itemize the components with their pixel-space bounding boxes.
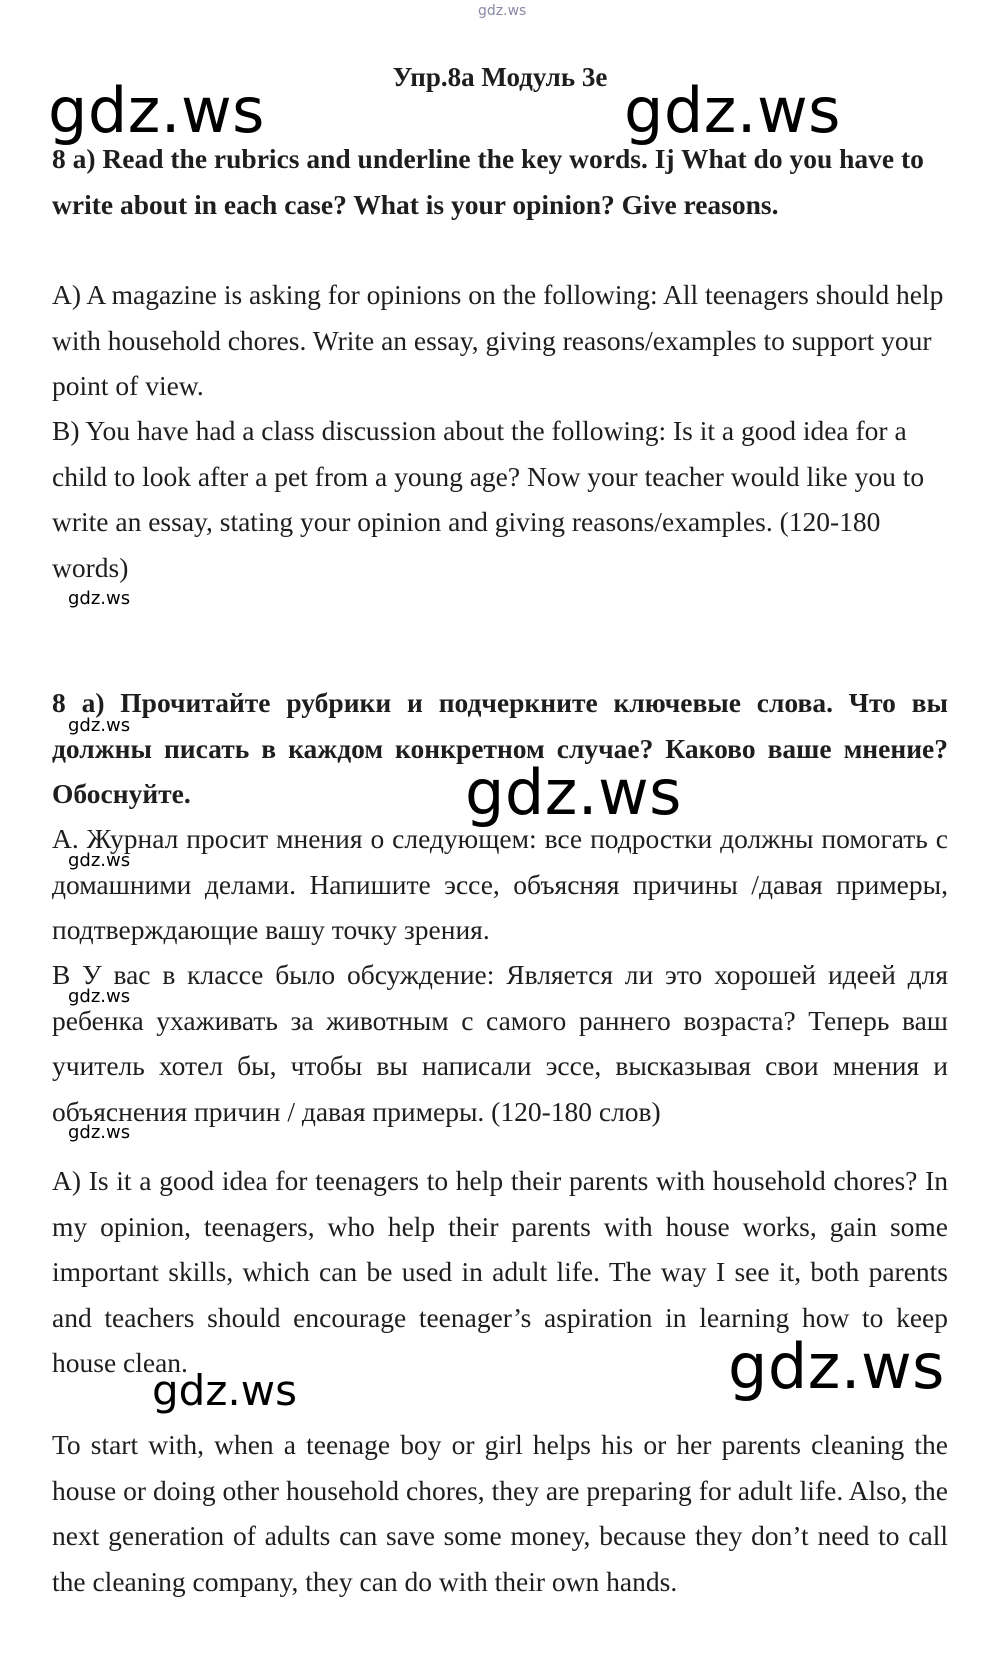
task-ru-instruction: 8 а) Прочитайте рубрики и подчеркните ключевые слова. Что вы должны писать в каждом конкретном случае? Каково ваше мнение? Обоснуйте. (52, 687, 948, 809)
watermark-small: gdz.ws (68, 588, 131, 609)
watermark-top: gdz.ws (478, 3, 527, 19)
watermark-small: gdz.ws (68, 1122, 131, 1143)
watermark-medium: gdz.ws (152, 1366, 297, 1415)
watermark-big: gdz.ws (48, 74, 265, 147)
watermark-small: gdz.ws (68, 986, 131, 1007)
answer-paragraph-1: A) Is it a good idea for teenagers to help their parents with household chores? In my opinion, teenagers, who help their parents with house works, gain some important skills, which can be used in adult life. The way I see it, both parents and teachers should encourage teenager’s aspiration in learning how to keep house clean. (52, 1165, 948, 1378)
task-en-rubric-a: A) A magazine is asking for opinions on the following: All teenagers should help with household chores. Write an essay, giving reasons/examples to support your point of view. (52, 279, 944, 401)
watermark-small: gdz.ws (68, 715, 131, 736)
page-heading: Упр.8а Модуль 3е (392, 62, 608, 92)
watermark-small: gdz.ws (68, 850, 131, 871)
task-en-instruction: 8 a) Read the rubrics and underline the key words. Ij What do you have to write about in each case? What is your opinion? Give reasons. (52, 143, 924, 220)
task-ru-rubric-b: В У вас в классе было обсуждение: Является ли это хорошей идеей для ребенка ухаживать за животным с самого раннего возраста? Теперь ваш учитель хотел бы, чтобы вы написали эссе, высказывая свои мнения и объяснения причин / давая примеры. (120-180 слов) (52, 959, 948, 1127)
task-ru-rubric-a: А. Журнал просит мнения о следующем: все подростки должны помогать с домашними делами. Напишите эссе, объясняя причины /давая примеры, подтверждающие вашу точку зрения. (52, 823, 948, 945)
watermark-big: gdz.ws (465, 756, 682, 829)
watermark-big: gdz.ws (728, 1330, 945, 1403)
answer-paragraph-2: To start with, when a teenage boy or girl helps his or her parents cleaning the house or doing other household chores, they are preparing for adult life. Also, the next generation of adults can save some money, because they don’t need to call the cleaning company, they can do with their own hands. (52, 1429, 948, 1597)
watermark-big: gdz.ws (624, 74, 841, 147)
task-en-rubric-b: B) You have had a class discussion about the following: Is it a good idea for a child to look after a pet from a young age? Now your teacher would like you to write an essay, stating your opinion and giving reasons/examples. (120-180 words) (52, 415, 925, 583)
